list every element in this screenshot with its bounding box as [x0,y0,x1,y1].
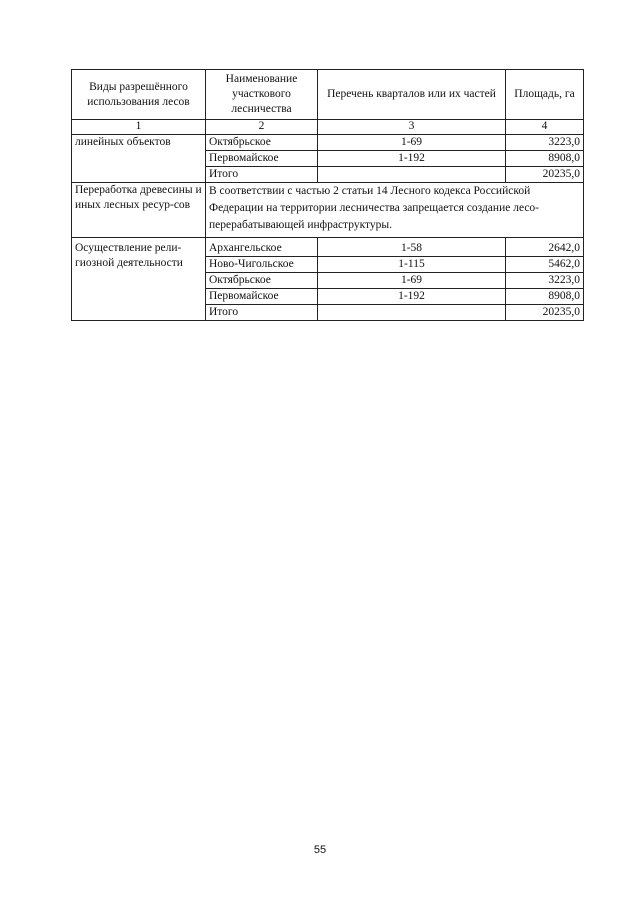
total-area-cell: 20235,0 [506,305,584,321]
use-type-cell: Осуществление рели-гиозной деятельности [72,238,206,321]
column-number: 2 [206,120,318,135]
use-type-cell: линейных объектов [72,135,206,183]
header-use-type: Виды разрешённого использования лесов [72,70,206,120]
area-cell: 8908,0 [506,289,584,305]
quarters-cell: 1-69 [318,273,506,289]
header-area: Площадь, га [506,70,584,120]
forestry-name-cell: Ново-Чигольское [206,257,318,273]
header-forestry-name: Наименование участкового лесничества [206,70,318,120]
quarters-cell: 1-192 [318,151,506,167]
total-area-cell: 20235,0 [506,167,584,183]
column-number: 4 [506,120,584,135]
quarters-cell: 1-69 [318,135,506,151]
column-numbers-row [72,120,584,135]
total-label-cell: Итого [206,305,318,321]
header-quarters: Перечень кварталов или их частей [318,70,506,120]
restriction-note-cell: В соответствии с частью 2 статьи 14 Лесного кодекса Российской Федерации на территории лесничества запрещается создание лесо-перерабатывающей инфраструктуры. [206,183,584,238]
forestry-name-cell: Первомайское [206,289,318,305]
column-number: 1 [72,120,206,135]
area-cell: 2642,0 [506,238,584,257]
quarters-cell: 1-58 [318,238,506,257]
forestry-name-cell: Архангельское [206,238,318,257]
table-header-row [72,70,584,120]
forestry-name-cell: Октябрьское [206,273,318,289]
area-cell: 3223,0 [506,273,584,289]
forestry-name-cell: Первомайское [206,151,318,167]
area-cell: 8908,0 [506,151,584,167]
use-type-cell: Переработка древесины и иных лесных ресур-сов [72,183,206,238]
table-row [72,135,584,151]
table-row [72,183,584,238]
quarters-cell [318,167,506,183]
forestry-name-cell: Октябрьское [206,135,318,151]
total-label-cell: Итого [206,167,318,183]
area-cell: 5462,0 [506,257,584,273]
quarters-cell: 1-115 [318,257,506,273]
forest-use-table [71,69,584,321]
page-number: 55 [313,844,327,856]
quarters-cell [318,305,506,321]
column-number: 3 [318,120,506,135]
area-cell: 3223,0 [506,135,584,151]
table-row [72,238,584,257]
quarters-cell: 1-192 [318,289,506,305]
